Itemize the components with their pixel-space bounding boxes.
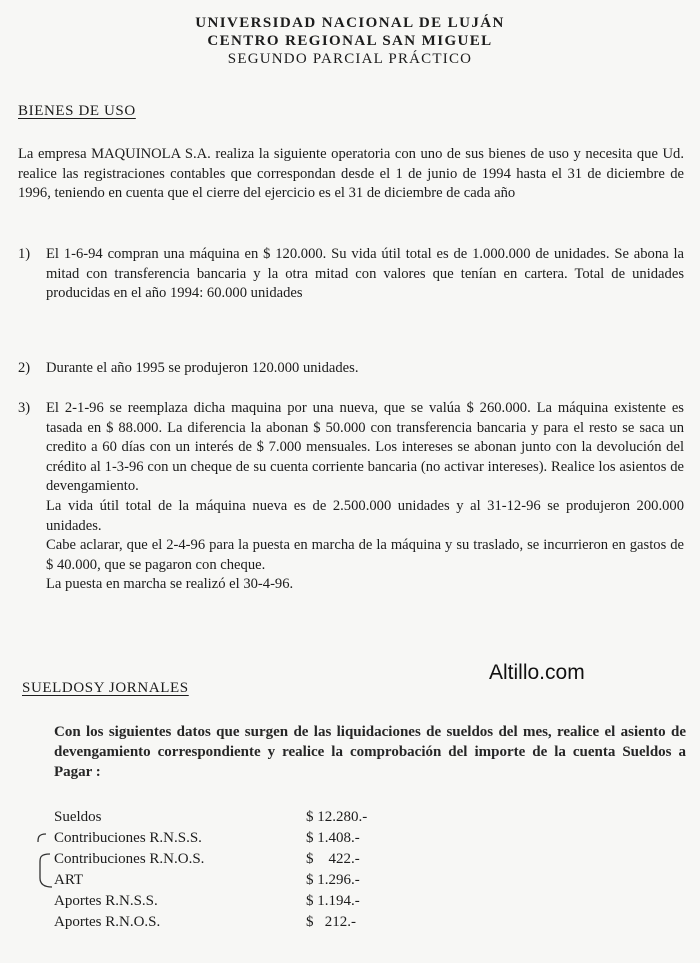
row-label: ART: [54, 872, 84, 888]
row-value: $ 212.-: [306, 914, 356, 930]
handwritten-bracket-icon: [30, 832, 52, 890]
item-number: 1): [18, 246, 31, 262]
row-label: Contribuciones R.N.S.S.: [54, 830, 202, 846]
item-text-extra: La vida útil total de la máquina nueva es de 2.500.000 unidades y al 31-12-96 se produjeron 200.000 unidades.: [46, 497, 684, 534]
row-value: $ 422.-: [306, 851, 360, 867]
exam-title: SEGUNDO PARCIAL PRÁCTICO: [227, 51, 473, 67]
item-number: 3): [18, 400, 31, 416]
row-label: Aportes R.N.S.S.: [54, 893, 158, 909]
list-item: [18, 245, 684, 304]
item-text-extra: La puesta en marcha se realizó el 30-4-96.: [46, 576, 294, 593]
item-text: El 1-6-94 compran una máquina en $ 120.000. Su vida útil total es de 1.000.000 de unidades. Se abona la mitad con transferencia bancaria y la otra mitad con valores que tenían en cartera. Total de unidades producidas en el año 1994: 60.000 unidades: [46, 246, 684, 302]
row-label: Contribuciones R.N.O.S.: [54, 851, 205, 867]
regional-center: CENTRO REGIONAL SAN MIGUEL: [207, 33, 493, 49]
university-name: UNIVERSIDAD NACIONAL DE LUJÁN: [195, 15, 505, 31]
watermark-text: Altillo.com: [489, 661, 585, 684]
item-number: 2): [18, 360, 31, 376]
row-value: $ 1.194.-: [306, 893, 360, 909]
row-value: $ 1.296.-: [306, 872, 360, 888]
row-label: Aportes R.N.O.S.: [54, 914, 161, 930]
section-title-bienes-de-uso: BIENES DE USO: [18, 103, 136, 119]
row-value: $ 1.408.-: [306, 830, 360, 846]
document-header: [0, 14, 700, 68]
section-title-sueldos-y-jornales: SUELDOSY JORNALES: [22, 680, 189, 696]
list-item: [18, 399, 684, 595]
bienes-intro-paragraph: La empresa MAQUINOLA S.A. realiza la siguiente operatoria con uno de sus bienes de uso y necesita que Ud. realice las registraciones contables que correspondan desde el 1 de junio de 1994 hasta el 31 de diciembre de 1996, teniendo en cuenta que el cierre del ejercicio es el 31 de diciembre de cada año: [18, 146, 684, 202]
list-item: [18, 359, 684, 379]
item-text: Durante el año 1995 se produjeron 120.000 unidades.: [46, 360, 359, 376]
row-label: Sueldos: [54, 809, 102, 825]
row-value: $ 12.280.-: [306, 809, 368, 825]
item-text: El 2-1-96 se reemplaza dicha maquina por una nueva, que se valúa $ 260.000. La máquina existente es tasada en $ 88.000. La diferencia la abonan $ 50.000 con transferencia bancaria y para el resto se saca un credito a 60 días con un interés de $ 7.000 mensuales. Los intereses se abonan junto con la devolución del crédito al 1-3-96 con un cheque de su cuenta corriente bancaria (no activar intereses). Realice los asientos de devengamiento.: [46, 400, 684, 495]
sueldos-intro-paragraph: Con los siguientes datos que surgen de las liquidaciones de sueldos del mes, realice el asiento de devengamiento correspondiente y realice la comprobación del importe de la cuenta Sueldos a Pagar :: [54, 724, 686, 780]
item-text-extra: Cabe aclarar, que el 2-4-96 para la puesta en marcha de la máquina y su traslado, se incurrieron en gastos de $ 40.000, que se pagaron con cheque.: [46, 537, 684, 573]
